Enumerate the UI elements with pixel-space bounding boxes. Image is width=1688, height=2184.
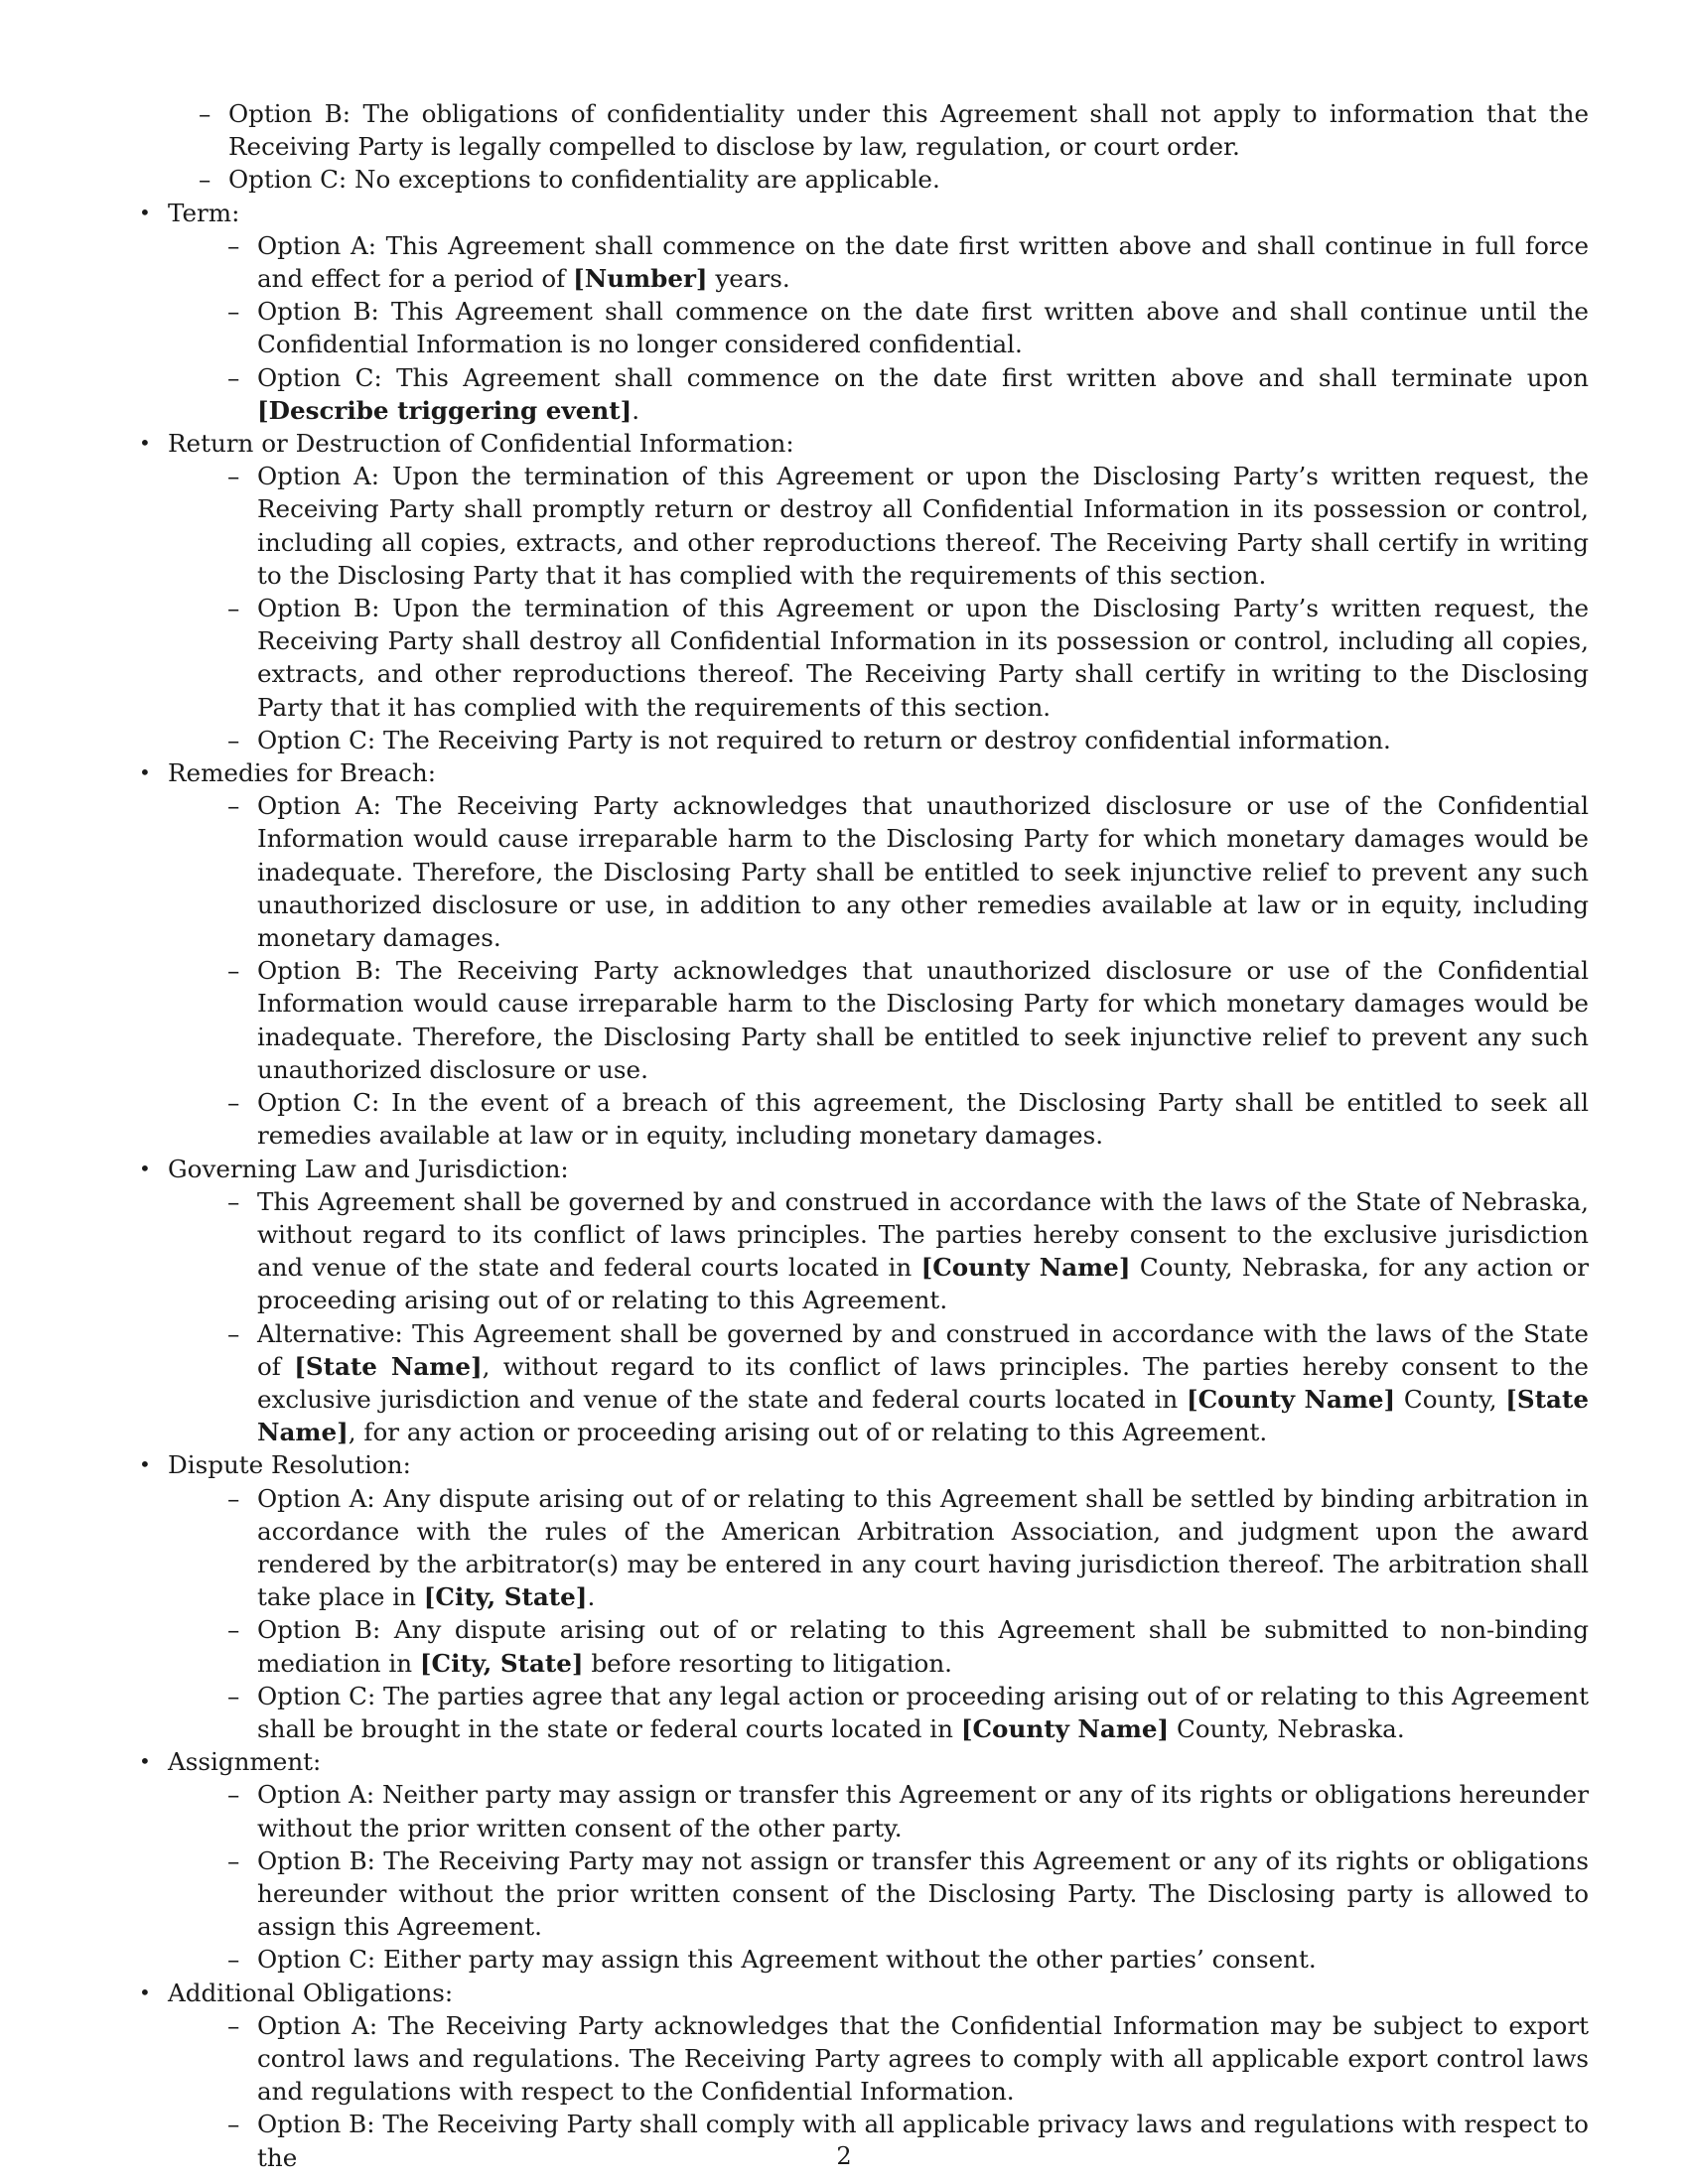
option-text: Option B: The Receiving Party shall comply with all applicable privacy laws and regulations with respect to the: [257, 2110, 1589, 2172]
option-item: [227, 789, 1589, 954]
dash-bullet: –: [227, 1483, 240, 1513]
bullet-icon: •: [139, 760, 151, 785]
option-item: [227, 1317, 1589, 1449]
option-text: County, Nebraska, for any action or proceeding arising out of or relating to this Agreement.: [257, 1253, 1590, 1315]
option-item: [227, 295, 1589, 360]
option-text: .: [587, 1582, 596, 1612]
placeholder-field: [County Name]: [1186, 1384, 1396, 1414]
option-list: [168, 1778, 1589, 1976]
bullet-icon: •: [139, 431, 151, 456]
dash-bullet: –: [227, 1845, 240, 1875]
option-item: [227, 2009, 1589, 2109]
option-text: Option A: Any dispute arising out of or relating to this Agreement shall be settled by binding arbitration in accordance with the rules of the American Arbitration Association, and judgment upon the award rendered by the arbitrator(s) may be entered in any court having jurisdiction thereof. The arbitration shall take place in: [257, 1483, 1589, 1612]
option-text: Alternative: This Agreement shall be governed by and construed in accordance with the laws of the State of: [257, 1318, 1589, 1381]
option-item: [227, 460, 1589, 592]
option-text: Option A: Upon the termination of this Agreement or upon the Disclosing Party’s written request, the Receiving Party shall promptly return or destroy all Confidential Information in its possession or control, including all copies, extracts, and other reproductions thereof. The Receiving Party shall certify in writing to the Disclosing Party that it has complied with the requirements of this section.: [257, 462, 1589, 590]
section-title: Term:: [168, 198, 240, 227]
option-item: [227, 724, 1589, 756]
dash-bullet: –: [227, 2010, 240, 2040]
option-list: [168, 1482, 1589, 1746]
option-item: [227, 1680, 1589, 1745]
carry-over-options: [139, 97, 1589, 197]
section-title: Return or Destruction of Confidential Information:: [168, 429, 794, 459]
page-number: 2: [836, 2142, 852, 2170]
option-text: Option A: The Receiving Party acknowledges that unauthorized disclosure or use of the Confidential Information would cause irreparable harm to the Disclosing Party for which monetary damages would be inadequate. Therefore, the Disclosing Party shall be entitled to seek injunctive relief to prevent any such unauthorized disclosure or use, in addition to any other remedies available at law or in equity, including monetary damages.: [257, 791, 1589, 953]
document-body: [139, 97, 1589, 2174]
placeholder-field: [Describe triggering event]: [257, 395, 633, 425]
section-item: [139, 427, 1589, 756]
dash-bullet: –: [227, 594, 240, 623]
dash-bullet: –: [227, 1318, 240, 1348]
placeholder-field: [State Name]: [294, 1351, 483, 1381]
section-list: [139, 197, 1589, 2174]
placeholder-field: [County Name]: [960, 1713, 1170, 1743]
section-title: Dispute Resolution:: [168, 1450, 411, 1480]
option-item: [199, 163, 1589, 196]
option-text: Option C: No exceptions to confidentiality are applicable.: [228, 165, 940, 195]
option-item: [227, 361, 1589, 427]
option-item: [227, 1185, 1590, 1317]
dash-bullet: –: [227, 1615, 240, 1645]
dash-bullet: –: [227, 362, 240, 392]
option-text: Option C: This Agreement shall commence on the date first written above and shall terminate upon: [257, 362, 1589, 392]
option-list: [168, 789, 1589, 1152]
option-text: Option A: The Receiving Party acknowledges that the Confidential Information may be subject to export control laws and regulations. The Receiving Party agrees to comply with all applicable export control laws and regulations with respect to the Confidential Information.: [257, 2010, 1589, 2107]
option-item: [199, 97, 1589, 163]
placeholder-field: [State Name]: [257, 1384, 1589, 1447]
bullet-icon: •: [139, 1452, 151, 1477]
option-text: Option B: Upon the termination of this Agreement or upon the Disclosing Party’s written request, the Receiving Party shall destroy all Confidential Information in its possession or control, including all copies, extracts, and other reproductions thereof. The Receiving Party shall certify in writing to the Disclosing Party that it has complied with the requirements of this section.: [257, 594, 1589, 722]
option-item: [227, 592, 1589, 724]
option-text: Option B: The Receiving Party acknowledges that unauthorized disclosure or use of the Confidential Information would cause irreparable harm to the Disclosing Party for which monetary damages would be inadequate. Therefore, the Disclosing Party shall be entitled to seek injunctive relief to prevent any such unauthorized disclosure or use.: [257, 956, 1589, 1084]
dash-bullet: –: [227, 1088, 240, 1118]
section-title: Remedies for Breach:: [168, 758, 436, 788]
option-item: [227, 229, 1589, 295]
option-item: [227, 1943, 1589, 1976]
option-list: [168, 460, 1589, 756]
option-item: [227, 1482, 1589, 1614]
option-text: years.: [707, 264, 790, 294]
option-item: [227, 1613, 1589, 1679]
option-text: , without regard to its conflict of laws principles. The parties hereby consent to the exclusive jurisdiction and venue of the state and federal courts located in: [257, 1351, 1589, 1414]
option-text: Option B: The Receiving Party may not assign or transfer this Agreement or any of its rights or obligations hereunder without the prior written consent of the Disclosing Party. The Disclosing party is allowed to assign this Agreement.: [257, 1845, 1589, 1942]
section-item: [139, 1745, 1589, 1976]
bullet-icon: •: [139, 1156, 151, 1180]
option-text: This Agreement shall be governed by and construed in accordance with the laws of the State of Nebraska, without regard to its conflict of laws principles. The parties hereby consent to the exclusive jurisdiction and venue of the state and federal courts located in: [257, 1186, 1589, 1283]
option-text: Option B: Any dispute arising out of or relating to this Agreement shall be submitted to non-binding mediation in: [257, 1615, 1589, 1678]
dash-bullet: –: [227, 791, 240, 821]
option-item: [227, 1086, 1589, 1152]
placeholder-field: [City, State]: [419, 1648, 584, 1678]
option-text: Option C: Either party may assign this Agreement without the other parties’ consent.: [257, 1945, 1317, 1975]
section-title: Assignment:: [168, 1747, 322, 1777]
dash-bullet: –: [227, 1186, 240, 1216]
option-text: Option A: This Agreement shall commence on the date first written above and shall continue in full force and effect for a period of: [257, 230, 1589, 294]
dash-bullet: –: [227, 1945, 240, 1975]
placeholder-field: [County Name]: [920, 1253, 1131, 1283]
section-item: [139, 756, 1589, 1152]
option-text: Option A: Neither party may assign or transfer this Agreement or any of its rights or obligations hereunder without the prior written consent of the other party.: [257, 1780, 1589, 1843]
option-list: [168, 229, 1589, 427]
bullet-icon: •: [139, 1979, 151, 2004]
bullet-icon: •: [139, 200, 151, 224]
section-item: [139, 1448, 1589, 1745]
option-text: .: [632, 395, 640, 425]
dash-bullet: –: [227, 297, 240, 327]
option-text: Option C: The parties agree that any legal action or proceeding arising out of or relating to this Agreement shall be brought in the state or federal courts located in: [257, 1681, 1589, 1743]
option-text: before resorting to litigation.: [583, 1648, 952, 1678]
placeholder-field: [City, State]: [423, 1582, 588, 1612]
option-text: Option B: This Agreement shall commence on the date first written above and shall continue until the Confidential Information is no longer considered confidential.: [257, 297, 1589, 359]
option-item: [227, 1778, 1589, 1843]
section-item: [139, 197, 1589, 427]
option-text: County,: [1395, 1384, 1506, 1414]
option-list: [168, 1185, 1589, 1449]
option-item: [227, 954, 1589, 1086]
option-text: County, Nebraska.: [1169, 1713, 1405, 1743]
section-item: [139, 1153, 1589, 1449]
dash-bullet: –: [227, 725, 240, 754]
section-title: Governing Law and Jurisdiction:: [168, 1154, 569, 1183]
placeholder-field: [Number]: [573, 264, 708, 294]
section-title: Additional Obligations:: [168, 1978, 454, 2007]
dash-bullet: –: [227, 1681, 240, 1710]
bullet-icon: •: [139, 1749, 151, 1774]
option-text: Option C: In the event of a breach of this agreement, the Disclosing Party shall be entitled to seek all remedies available at law or in equity, including monetary damages.: [257, 1088, 1589, 1151]
option-text: Option C: The Receiving Party is not required to return or destroy confidential information.: [257, 725, 1391, 754]
dash-bullet: –: [227, 1780, 240, 1810]
option-item: [227, 1844, 1589, 1944]
dash-bullet: –: [227, 462, 240, 491]
dash-bullet: –: [227, 956, 240, 986]
dash-bullet: –: [199, 99, 211, 128]
dash-bullet: –: [227, 2110, 240, 2139]
option-text: Option B: The obligations of confidentiality under this Agreement shall not apply to information that the Receiving Party is legally compelled to disclose by law, regulation, or court order.: [228, 99, 1589, 162]
dash-bullet: –: [227, 230, 240, 260]
dash-bullet: –: [199, 165, 211, 195]
option-text: , for any action or proceeding arising out of or relating to this Agreement.: [348, 1418, 1268, 1447]
